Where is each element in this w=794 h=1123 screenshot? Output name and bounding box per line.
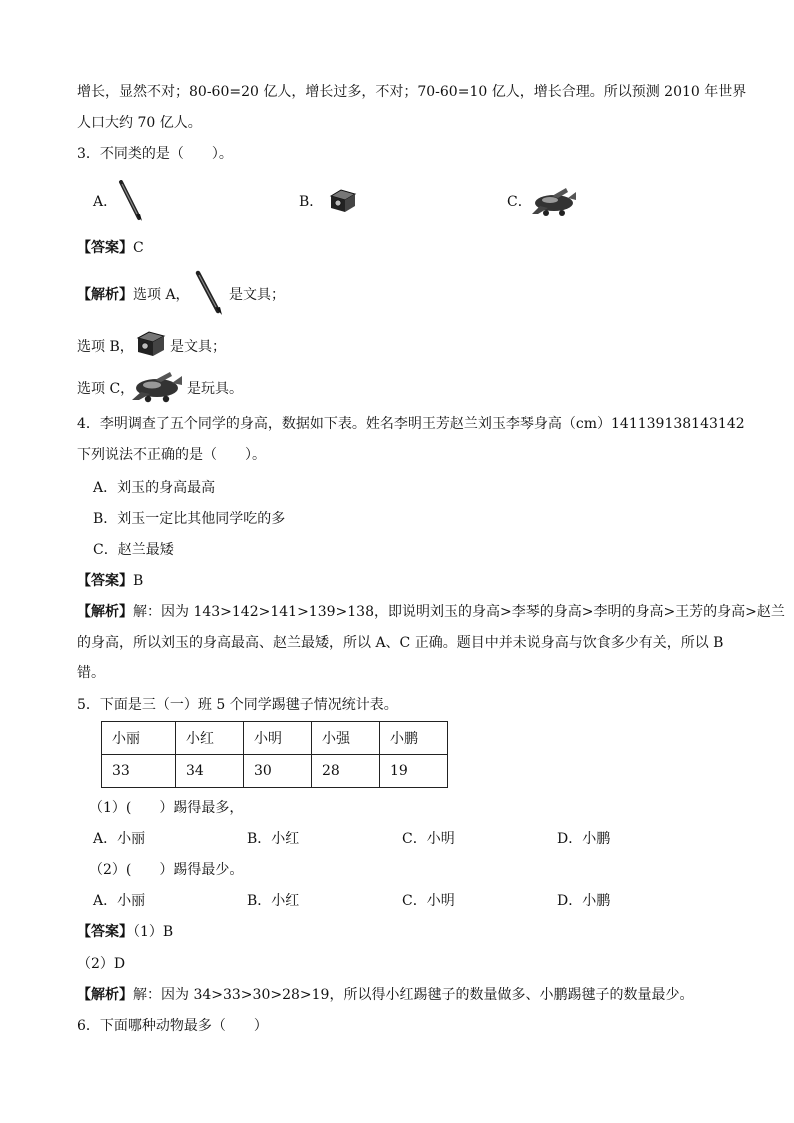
q3-option-a-label: A． [93,194,118,210]
q5-sub2-option-a: A．小丽 [93,893,146,909]
table-row-counts [102,755,448,788]
analysis-c-pre: 选项 C， [77,381,135,397]
analysis-tag: 【解析】 [77,604,133,620]
q5-sub1-option-c: C．小明 [402,831,455,847]
toy-airplane-icon [532,186,578,218]
q5-sub1-stem: （1）( ）踢得最多， [89,800,244,816]
answer-tag: 【答案】 [77,924,133,940]
q4-option-c: C．赵兰最矮 [93,542,174,558]
table-cell: 小红 [176,722,244,755]
table-cell: 30 [244,755,312,788]
q4-answer [77,571,143,591]
table-cell: 小鹏 [380,722,448,755]
analysis-tag: 【解析】 [77,987,133,1003]
pencil-sharpener-icon [328,188,358,214]
q5-stem: 5．下面是三（一）班 5 个同学踢毽子情况统计表。 [77,697,398,713]
answer-tag: 【答案】 [77,240,133,256]
analysis-a-pre: 选项 A， [133,287,190,303]
table-row-names [102,722,448,755]
q4-stem-line2: 下列说法不正确的是（ ）。 [77,447,266,463]
answer-value: （1）B [133,924,174,940]
q3-answer [77,238,144,258]
q2-tail-line2: 人口大约 70 亿人。 [77,115,202,131]
pencil-sharpener-icon [135,330,167,358]
table-cell: 28 [312,755,380,788]
q5-analysis [77,985,693,1005]
q5-sub1-option-a: A．小丽 [93,831,146,847]
analysis-tag: 【解析】 [77,287,133,303]
answer-tag: 【答案】 [77,573,133,589]
q4-analysis-line1 [77,602,785,622]
answer-value: C [133,240,144,256]
analysis-b-post: 是文具； [170,339,226,355]
pen-icon [117,180,145,222]
analysis-text: 解：因为 34>33>30>28>19，所以得小红踢毽子的数量做多、小鹏踢毽子的数量最少。 [133,987,694,1003]
answer-value: B [133,573,144,589]
q3-option-b-label: B． [299,194,324,210]
q5-sub2-option-d: D．小鹏 [557,893,611,909]
analysis-b-pre: 选项 B， [77,339,134,355]
analysis-text: 解：因为 143>142>141>139>138，即说明刘玉的身高>李琴的身高>李明的身高>王芳的身高>赵兰 [133,604,785,620]
q4-analysis-line3: 错。 [77,665,105,681]
q6-stem: 6．下面哪种动物最多（ ） [77,1018,268,1034]
kick-stats-table [101,721,448,788]
q5-answer-line1 [77,922,173,942]
table-cell: 33 [102,755,176,788]
q4-stem-line1: 4．李明调查了五个同学的身高，数据如下表。姓名李明王芳赵兰刘玉李琴身高（cm）141139138143142 [77,416,745,432]
q4-option-a: A．刘玉的身高最高 [93,480,216,496]
analysis-a-post: 是文具； [229,287,285,303]
table-cell: 34 [176,755,244,788]
q4-analysis-line2: 的身高，所以刘玉的身高最高、赵兰最矮，所以 A、C 正确。题目中并未说身高与饮食多少有关，所以 B [77,635,724,651]
q2-tail-line1: 增长，显然不对；80-60=20 亿人，增长过多，不对；70-60=10 亿人，增长合理。所以预测 2010 年世界 [77,84,747,100]
table-cell: 小明 [244,722,312,755]
analysis-c-post: 是玩具。 [187,381,243,397]
q4-option-b: B．刘玉一定比其他同学吃的多 [93,511,286,527]
q5-answer-line2: （2）D [77,956,126,972]
q5-sub2-option-b: B．小红 [247,893,300,909]
q5-sub1-option-d: D．小鹏 [557,831,611,847]
q3-analysis-a [77,285,190,305]
table-cell: 小强 [312,722,380,755]
toy-airplane-icon [132,370,184,404]
table-cell: 19 [380,755,448,788]
q5-sub2-stem: （2）( ）踢得最少。 [89,862,244,878]
table-cell: 小丽 [102,722,176,755]
q3-stem: 3．不同类的是（ ）。 [77,146,233,162]
q5-sub2-option-c: C．小明 [402,893,455,909]
q5-sub1-option-b: B．小红 [247,831,300,847]
pen-icon [193,270,225,316]
q3-option-c-label: C． [507,194,532,210]
